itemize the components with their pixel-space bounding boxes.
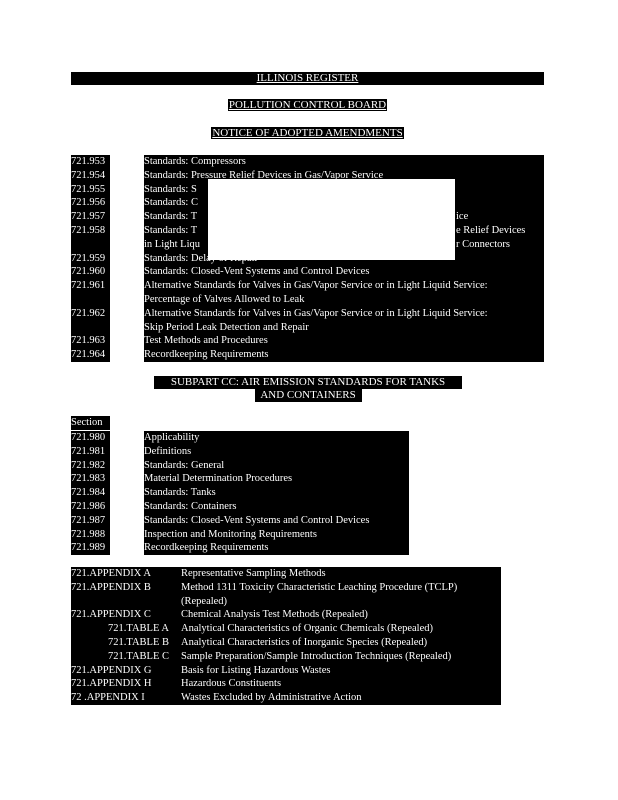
item-text: Inspection and Monitoring Requirements bbox=[144, 528, 317, 540]
item-number: 721.959 bbox=[71, 252, 106, 264]
item-text: Basis for Listing Hazardous Wastes bbox=[181, 664, 331, 676]
item-text-tail: e Relief Devices bbox=[456, 225, 526, 236]
item-text: (Repealed) bbox=[181, 595, 228, 607]
item-text: Hazardous Constituents bbox=[181, 678, 282, 690]
item-number: 721.960 bbox=[71, 266, 106, 278]
item-number: 721.APPENDIX B bbox=[71, 581, 151, 593]
item-text: in Light Liqu bbox=[144, 238, 200, 250]
item-text: Standards: T bbox=[144, 211, 198, 223]
notice-title-text: NOTICE OF ADOPTED AMENDMENTS bbox=[212, 127, 403, 139]
item-text: Recordkeeping Requirements bbox=[144, 349, 269, 361]
item-text: Skip Period Leak Detection and Repair bbox=[144, 321, 309, 333]
item-number: 721.962 bbox=[71, 307, 106, 319]
item-text: Applicability bbox=[144, 432, 200, 443]
item-text: Wastes Excluded by Administrative Action bbox=[181, 692, 362, 704]
item-text: Standards: Compressors bbox=[144, 156, 246, 167]
item-number: 721.APPENDIX C bbox=[71, 609, 151, 621]
item-number: 72 .APPENDIX I bbox=[71, 692, 145, 704]
item-text: Recordkeeping Requirements bbox=[144, 542, 269, 554]
item-number: 721.APPENDIX H bbox=[71, 678, 152, 690]
item-text: Standards: Delay of Repair bbox=[144, 252, 259, 264]
subpart-title-line1 bbox=[154, 376, 462, 389]
item-text-tail: ice bbox=[456, 211, 469, 223]
item-text: Sample Preparation/Sample Introduction Techniques (Repealed) bbox=[181, 650, 452, 662]
item-text: Definitions bbox=[144, 445, 192, 457]
section-label bbox=[71, 416, 103, 430]
item-number: 721.957 bbox=[71, 211, 106, 223]
item-text: Test Methods and Procedures bbox=[144, 335, 268, 347]
item-number: 721.955 bbox=[71, 183, 106, 195]
item-text: Analytical Characteristics of Organic Chemicals (Repealed) bbox=[181, 623, 433, 635]
item-text: Standards: Closed-Vent Systems and Control Devices bbox=[144, 266, 370, 278]
notice-title bbox=[71, 127, 544, 140]
board-title-text: POLLUTION CONTROL BOARD bbox=[228, 99, 387, 111]
redaction-box bbox=[208, 179, 455, 260]
item-text: Chemical Analysis Test Methods (Repealed) bbox=[181, 609, 368, 621]
register-title-text: ILLINOIS REGISTER bbox=[256, 72, 359, 84]
item-text: Standards: General bbox=[144, 459, 225, 471]
board-title bbox=[71, 99, 544, 112]
subpart-title-line2-text: AND CONTAINERS bbox=[260, 389, 356, 401]
item-text: Analytical Characteristics of Inorganic Species (Repealed) bbox=[181, 637, 428, 648]
item-number: 721.APPENDIX A bbox=[71, 568, 151, 579]
subpart-title-line2 bbox=[154, 389, 462, 402]
item-number: 721.981 bbox=[71, 445, 106, 457]
item-number: 721.961 bbox=[71, 280, 106, 292]
item-text: Standards: Pressure Relief Devices in Gas/Vapor Service bbox=[144, 169, 384, 181]
item-text: Standards: S bbox=[144, 183, 197, 195]
item-text: Standards: T bbox=[144, 225, 198, 236]
item-number: 721.987 bbox=[71, 514, 106, 526]
item-number: 721.958 bbox=[71, 225, 106, 236]
item-number: 721.989 bbox=[71, 542, 106, 554]
item-text: Alternative Standards for Valves in Gas/Vapor Service or in Light Liquid Service: bbox=[144, 280, 488, 292]
item-text: Representative Sampling Methods bbox=[181, 568, 326, 579]
subpart-title-line1-text: SUBPART CC: AIR EMISSION STANDARDS FOR TANKS bbox=[170, 376, 446, 388]
item-text: Percentage of Valves Allowed to Leak bbox=[144, 294, 305, 305]
item-number: 721.982 bbox=[71, 459, 106, 471]
item-text: Standards: Closed-Vent Systems and Control Devices bbox=[144, 514, 370, 526]
item-text: Method 1311 Toxicity Characteristic Leaching Procedure (TCLP) bbox=[181, 581, 458, 593]
item-number: 721.963 bbox=[71, 335, 106, 347]
item-text-tail: r Connectors bbox=[456, 238, 510, 250]
item-text: Standards: C bbox=[144, 197, 198, 209]
register-title bbox=[71, 72, 544, 85]
item-number: 721.TABLE B bbox=[108, 637, 169, 648]
item-number: 721.986 bbox=[71, 501, 106, 512]
item-text: Standards: Containers bbox=[144, 501, 237, 512]
item-number: 721.953 bbox=[71, 156, 106, 167]
item-text: Material Determination Procedures bbox=[144, 473, 293, 485]
item-number: 721.983 bbox=[71, 473, 106, 485]
item-number: 721.984 bbox=[71, 487, 106, 499]
item-text: Standards: Tanks bbox=[144, 487, 216, 499]
item-number: 721.964 bbox=[71, 349, 106, 361]
item-number: 721.APPENDIX G bbox=[71, 664, 152, 676]
item-number: 721.954 bbox=[71, 169, 106, 181]
item-number: 721.TABLE C bbox=[108, 650, 169, 662]
item-number: 721.956 bbox=[71, 197, 106, 209]
item-number: 721.TABLE A bbox=[108, 623, 169, 635]
item-text: Alternative Standards for Valves in Gas/Vapor Service or in Light Liquid Service: bbox=[144, 307, 488, 319]
section-label-text: Section bbox=[71, 417, 103, 428]
item-number: 721.988 bbox=[71, 528, 106, 540]
item-number: 721.980 bbox=[71, 432, 106, 443]
